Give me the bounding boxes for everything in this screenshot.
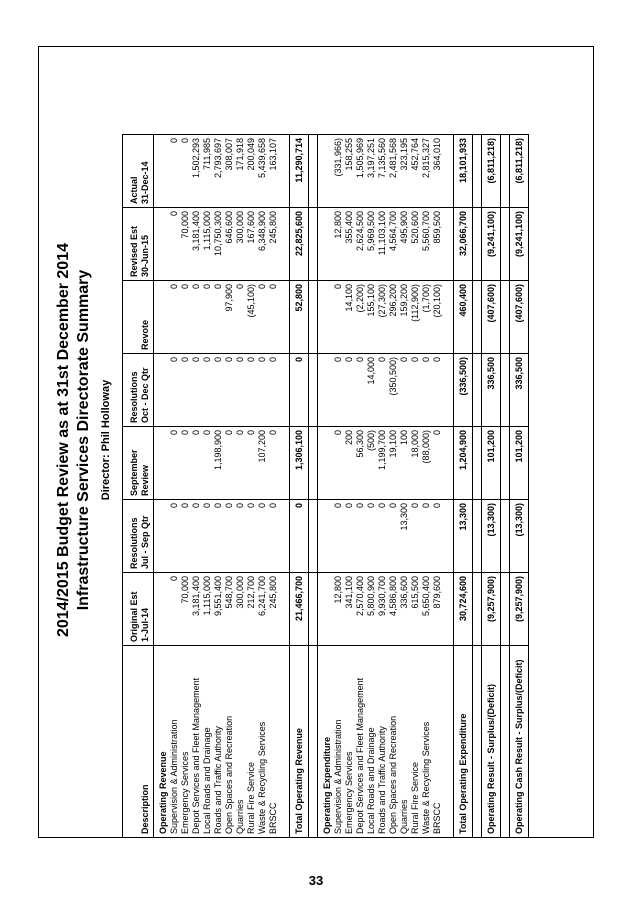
table-cell: 1,306,100	[290, 427, 309, 500]
table-cell: 0	[202, 427, 213, 500]
row-label: Roads and Traffic Authority	[377, 646, 388, 838]
table-cell: (88,000)	[421, 427, 432, 500]
table-cell: 14,100	[344, 281, 355, 354]
row-label: Local Roads and Drainage	[366, 646, 377, 838]
table-cell: 0	[268, 354, 279, 427]
table-cell: 0	[235, 500, 246, 573]
budget-table	[122, 134, 529, 838]
table-cell	[473, 427, 482, 500]
table-cell: 0	[224, 354, 235, 427]
table-cell	[318, 208, 334, 281]
table-cell: 159,200	[399, 281, 410, 354]
table-row	[399, 135, 410, 838]
table-cell: 0	[169, 281, 180, 354]
table-cell: 0	[224, 427, 235, 500]
table-cell	[279, 281, 290, 354]
column-header: Resolutions Jul - Sep Qtr	[123, 500, 154, 573]
table-cell: 0	[421, 354, 432, 427]
table-cell	[154, 208, 170, 281]
table-cell: 9,930,700	[377, 573, 388, 646]
table-row	[191, 135, 202, 838]
table-cell: 10,750,300	[213, 208, 224, 281]
table-row	[388, 135, 399, 838]
spacer-row	[473, 135, 482, 838]
table-cell	[501, 135, 510, 208]
column-header: Description	[123, 646, 154, 838]
table-cell: 70,000	[180, 573, 191, 646]
table-cell	[473, 573, 482, 646]
table-row	[235, 135, 246, 838]
table-cell: 18,000	[410, 427, 421, 500]
total-row	[454, 135, 473, 838]
table-cell: 3,197,251	[366, 135, 377, 208]
table-cell: (350,500)	[388, 354, 399, 427]
row-label: Local Roads and Drainage	[202, 646, 213, 838]
table-cell	[279, 427, 290, 500]
table-cell: 495,900	[399, 208, 410, 281]
table-cell: 0	[213, 281, 224, 354]
table-cell	[154, 135, 170, 208]
table-cell	[309, 354, 318, 427]
table-cell: (500)	[366, 427, 377, 500]
table-cell: 0	[268, 427, 279, 500]
table-cell: 615,500	[410, 573, 421, 646]
table-cell: (45,100)	[246, 281, 257, 354]
table-cell: 0	[180, 500, 191, 573]
table-cell: 2,624,500	[355, 208, 366, 281]
row-label	[279, 646, 290, 838]
table-cell	[279, 135, 290, 208]
row-label: Rural Fire Service	[410, 646, 421, 838]
table-cell: 0	[191, 281, 202, 354]
table-cell	[279, 354, 290, 427]
table-row	[169, 135, 180, 838]
table-row	[377, 135, 388, 838]
table-cell	[501, 427, 510, 500]
table-cell: 1,502,293	[191, 135, 202, 208]
table-cell: 0	[366, 500, 377, 573]
row-label: Roads and Traffic Authority	[213, 646, 224, 838]
table-cell: 0	[191, 500, 202, 573]
table-cell: (6,811,218)	[510, 135, 529, 208]
table-cell	[318, 135, 334, 208]
column-header: Revote	[123, 281, 154, 354]
table-cell: 155,100	[366, 281, 377, 354]
table-cell: 32,066,700	[454, 208, 473, 281]
table-cell: (9,241,100)	[510, 208, 529, 281]
table-cell: 296,200	[388, 281, 399, 354]
table-cell	[443, 135, 454, 208]
table-cell: 0	[169, 573, 180, 646]
table-cell: 5,969,500	[366, 208, 377, 281]
table-cell: 0	[432, 354, 443, 427]
table-cell	[309, 208, 318, 281]
table-cell: 245,800	[268, 573, 279, 646]
table-cell	[279, 573, 290, 646]
row-label	[443, 646, 454, 838]
table-cell: 0	[355, 354, 366, 427]
table-cell: 0	[191, 354, 202, 427]
page-subtitle: Infrastructure Services Directorate Summary	[75, 269, 92, 611]
table-cell: 11,290,714	[290, 135, 309, 208]
table-cell: (9,257,900)	[482, 573, 501, 646]
table-cell	[279, 500, 290, 573]
table-cell	[318, 500, 334, 573]
table-cell: 2,570,400	[355, 573, 366, 646]
table-cell: 5,800,900	[366, 573, 377, 646]
table-cell: 0	[410, 354, 421, 427]
table-cell: (407,600)	[510, 281, 529, 354]
table-cell: 13,300	[454, 500, 473, 573]
column-header: Actual 31-Dec-14	[123, 135, 154, 208]
row-label	[501, 646, 510, 838]
table-row	[180, 135, 191, 838]
table-cell: 5,439,658	[257, 135, 268, 208]
table-cell: 0	[421, 500, 432, 573]
table-cell: 0	[180, 281, 191, 354]
table-cell: 341,100	[344, 573, 355, 646]
row-label: BRSCC	[432, 646, 443, 838]
table-cell: 0	[235, 354, 246, 427]
column-header: September Review	[123, 427, 154, 500]
row-label: Total Operating Revenue	[290, 646, 309, 838]
table-cell: 1,505,969	[355, 135, 366, 208]
table-cell	[154, 427, 170, 500]
spacer-row	[279, 135, 290, 838]
table-cell: 0	[235, 427, 246, 500]
result-row	[482, 135, 501, 838]
table-cell	[501, 281, 510, 354]
table-cell: 14,000	[366, 354, 377, 427]
table-row	[257, 135, 268, 838]
spacer-row	[309, 135, 318, 838]
table-cell	[154, 281, 170, 354]
table-cell	[279, 208, 290, 281]
row-label: Open Spaces and Recreation	[388, 646, 399, 838]
table-cell: 0	[191, 427, 202, 500]
table-row	[432, 135, 443, 838]
spacer-row	[501, 135, 510, 838]
table-cell: 336,600	[399, 573, 410, 646]
row-label	[473, 646, 482, 838]
table-cell: 5,650,400	[421, 573, 432, 646]
table-cell: (112,900)	[410, 281, 421, 354]
table-cell	[473, 281, 482, 354]
table-cell: 101,200	[482, 427, 501, 500]
row-label: Operating Expenditure	[318, 646, 334, 838]
spacer-row	[443, 135, 454, 838]
table-cell: 171,918	[235, 135, 246, 208]
table-cell: 300,000	[235, 208, 246, 281]
table-cell: (407,600)	[482, 281, 501, 354]
section-heading	[318, 135, 334, 838]
table-row	[202, 135, 213, 838]
table-cell: 9,551,400	[213, 573, 224, 646]
table-cell: 879,600	[432, 573, 443, 646]
table-cell: 4,586,800	[388, 573, 399, 646]
row-label: Rural Fire Service	[246, 646, 257, 838]
table-cell: 548,700	[224, 573, 235, 646]
table-cell: (6,811,218)	[482, 135, 501, 208]
table-cell: 0	[202, 354, 213, 427]
table-cell: 2,815,327	[421, 135, 432, 208]
table-cell: 70,000	[180, 208, 191, 281]
table-cell	[443, 208, 454, 281]
table-cell	[318, 354, 334, 427]
table-cell: 21,466,700	[290, 573, 309, 646]
table-cell: 520,600	[410, 208, 421, 281]
table-cell: 452,764	[410, 135, 421, 208]
table-cell: 0	[169, 135, 180, 208]
table-cell: 460,400	[454, 281, 473, 354]
table-cell: 0	[257, 354, 268, 427]
table-cell: 0	[180, 427, 191, 500]
table-cell: (331,966)	[333, 135, 344, 208]
table-cell: 200	[344, 427, 355, 500]
table-cell: 200,049	[246, 135, 257, 208]
table-cell: 0	[180, 354, 191, 427]
table-cell: (13,300)	[482, 500, 501, 573]
column-header: Revised Est 30-Jun-15	[123, 208, 154, 281]
table-cell: 22,825,600	[290, 208, 309, 281]
table-cell: (9,241,100)	[482, 208, 501, 281]
table-cell: 0	[410, 500, 421, 573]
table-cell	[443, 427, 454, 500]
row-label	[309, 646, 318, 838]
table-cell: 0	[268, 281, 279, 354]
table-cell: 0	[333, 427, 344, 500]
table-cell: 0	[377, 354, 388, 427]
table-cell: 0	[399, 354, 410, 427]
table-cell: 0	[213, 500, 224, 573]
table-cell	[443, 354, 454, 427]
row-label: Operating Result - Surplus/(Deficit)	[482, 646, 501, 838]
table-row	[224, 135, 235, 838]
row-label: Supervision & Administration	[169, 646, 180, 838]
table-cell	[318, 573, 334, 646]
table-cell: 0	[344, 500, 355, 573]
row-label: Total Operating Expenditure	[454, 646, 473, 838]
table-cell: 3,181,400	[191, 208, 202, 281]
row-label: BRSCC	[268, 646, 279, 838]
row-label: Operating Revenue	[154, 646, 170, 838]
table-cell: 3,181,400	[191, 573, 202, 646]
table-cell: 323,195	[399, 135, 410, 208]
table-cell: 1,198,900	[213, 427, 224, 500]
table-cell	[309, 135, 318, 208]
table-cell: 1,115,000	[202, 573, 213, 646]
table-row	[213, 135, 224, 838]
table-cell: 0	[246, 354, 257, 427]
table-cell: (20,100)	[432, 281, 443, 354]
row-label: Depot Services and Fleet Management	[355, 646, 366, 838]
table-cell: 308,007	[224, 135, 235, 208]
table-row	[366, 135, 377, 838]
table-body	[154, 135, 529, 838]
table-cell: 107,200	[257, 427, 268, 500]
table-cell: (9,257,900)	[510, 573, 529, 646]
table-cell: 300,000	[235, 573, 246, 646]
table-cell	[309, 573, 318, 646]
table-cell: 1,115,000	[202, 208, 213, 281]
row-label: Emergency Services	[344, 646, 355, 838]
table-cell: 0	[224, 500, 235, 573]
table-header-row	[123, 135, 154, 838]
table-cell: 18,101,933	[454, 135, 473, 208]
table-cell: 336,500	[482, 354, 501, 427]
table-cell: 0	[432, 500, 443, 573]
table-cell	[501, 573, 510, 646]
page-title: 2014/2015 Budget Review as at 31st December 2014	[55, 243, 72, 638]
table-row	[410, 135, 421, 838]
table-cell	[501, 500, 510, 573]
table-cell: 0	[333, 500, 344, 573]
column-header: Resolutions Oct - Dec Qtr	[123, 354, 154, 427]
table-cell: 0	[257, 281, 268, 354]
table-row	[355, 135, 366, 838]
table-cell: 101,200	[510, 427, 529, 500]
table-cell: 13,300	[399, 500, 410, 573]
director-label: Director: Phil Holloway	[100, 379, 112, 501]
table-cell: 12,800	[333, 573, 344, 646]
column-header: Original Est 1-Jul-14	[123, 573, 154, 646]
table-cell	[309, 281, 318, 354]
row-label: Waste & Recycling Services	[257, 646, 268, 838]
table-cell: 859,500	[432, 208, 443, 281]
table-cell: 19,100	[388, 427, 399, 500]
table-cell: (13,300)	[510, 500, 529, 573]
table-cell: 5,560,700	[421, 208, 432, 281]
table-cell: 0	[180, 135, 191, 208]
table-cell: 0	[246, 427, 257, 500]
table-cell: 0	[202, 281, 213, 354]
table-cell	[154, 354, 170, 427]
table-cell: 0	[169, 500, 180, 573]
table-cell: 2,481,568	[388, 135, 399, 208]
table-cell: 2,793,697	[213, 135, 224, 208]
table-cell: 6,241,700	[257, 573, 268, 646]
table-cell: 245,800	[268, 208, 279, 281]
table-cell: 167,600	[246, 208, 257, 281]
row-label: Depot Services and Fleet Management	[191, 646, 202, 838]
table-cell	[309, 427, 318, 500]
row-label: Waste & Recycling Services	[421, 646, 432, 838]
table-cell: 0	[290, 500, 309, 573]
table-cell: 0	[377, 500, 388, 573]
table-cell: 12,800	[333, 208, 344, 281]
table-cell	[318, 427, 334, 500]
table-cell: 0	[333, 281, 344, 354]
table-row	[268, 135, 279, 838]
table-cell: 0	[344, 354, 355, 427]
total-row	[290, 135, 309, 838]
budget-sheet	[44, 40, 604, 840]
table-cell	[443, 573, 454, 646]
table-cell: (27,300)	[377, 281, 388, 354]
table-cell: (1,700)	[421, 281, 432, 354]
table-cell	[473, 208, 482, 281]
table-cell	[318, 281, 334, 354]
table-row	[333, 135, 344, 838]
table-cell: 11,103,100	[377, 208, 388, 281]
page-number: 33	[308, 873, 324, 888]
row-label: Supervision & Administration	[333, 646, 344, 838]
table-cell: 0	[213, 354, 224, 427]
table-cell: 52,800	[290, 281, 309, 354]
table-cell: 158,255	[344, 135, 355, 208]
table-cell: 30,724,600	[454, 573, 473, 646]
table-cell: 0	[333, 354, 344, 427]
row-label: Operating Cash Result - Surplus/(Deficit)	[510, 646, 529, 838]
table-cell	[473, 135, 482, 208]
table-cell: 711,985	[202, 135, 213, 208]
table-cell: (336,500)	[454, 354, 473, 427]
table-cell: 6,348,900	[257, 208, 268, 281]
table-cell: 7,135,560	[377, 135, 388, 208]
table-cell	[154, 500, 170, 573]
table-cell	[473, 354, 482, 427]
table-cell: 355,400	[344, 208, 355, 281]
section-heading	[154, 135, 170, 838]
table-cell: 646,600	[224, 208, 235, 281]
row-label: Open Spaces and Recreation	[224, 646, 235, 838]
table-cell: 0	[257, 500, 268, 573]
table-cell: 163,107	[268, 135, 279, 208]
table-cell	[309, 500, 318, 573]
table-cell	[443, 500, 454, 573]
table-cell: (2,200)	[355, 281, 366, 354]
table-cell: 0	[169, 208, 180, 281]
table-cell: 0	[202, 500, 213, 573]
table-cell: 336,500	[510, 354, 529, 427]
row-label: Emergency Services	[180, 646, 191, 838]
table-cell: 100	[399, 427, 410, 500]
sheet-header	[44, 40, 113, 840]
table-cell: 0	[246, 500, 257, 573]
table-cell: 1,199,700	[377, 427, 388, 500]
table-cell: 0	[268, 500, 279, 573]
table-row	[344, 135, 355, 838]
row-label: Quarries	[235, 646, 246, 838]
table-cell	[443, 281, 454, 354]
table-cell: 0	[169, 427, 180, 500]
table-cell: 1,204,900	[454, 427, 473, 500]
table-cell	[473, 500, 482, 573]
table-row	[246, 135, 257, 838]
table-cell	[154, 573, 170, 646]
table-cell: 0	[235, 281, 246, 354]
table-cell: 4,564,700	[388, 208, 399, 281]
table-cell: 0	[432, 427, 443, 500]
table-cell	[501, 208, 510, 281]
row-label: Quarries	[399, 646, 410, 838]
table-cell	[501, 354, 510, 427]
table-cell: 364,010	[432, 135, 443, 208]
table-cell: 212,700	[246, 573, 257, 646]
result-row	[510, 135, 529, 838]
table-cell: 0	[290, 354, 309, 427]
table-cell: 97,900	[224, 281, 235, 354]
table-cell: 0	[355, 500, 366, 573]
table-cell: 0	[169, 354, 180, 427]
table-cell: 0	[388, 500, 399, 573]
table-cell: 56,300	[355, 427, 366, 500]
table-row	[421, 135, 432, 838]
